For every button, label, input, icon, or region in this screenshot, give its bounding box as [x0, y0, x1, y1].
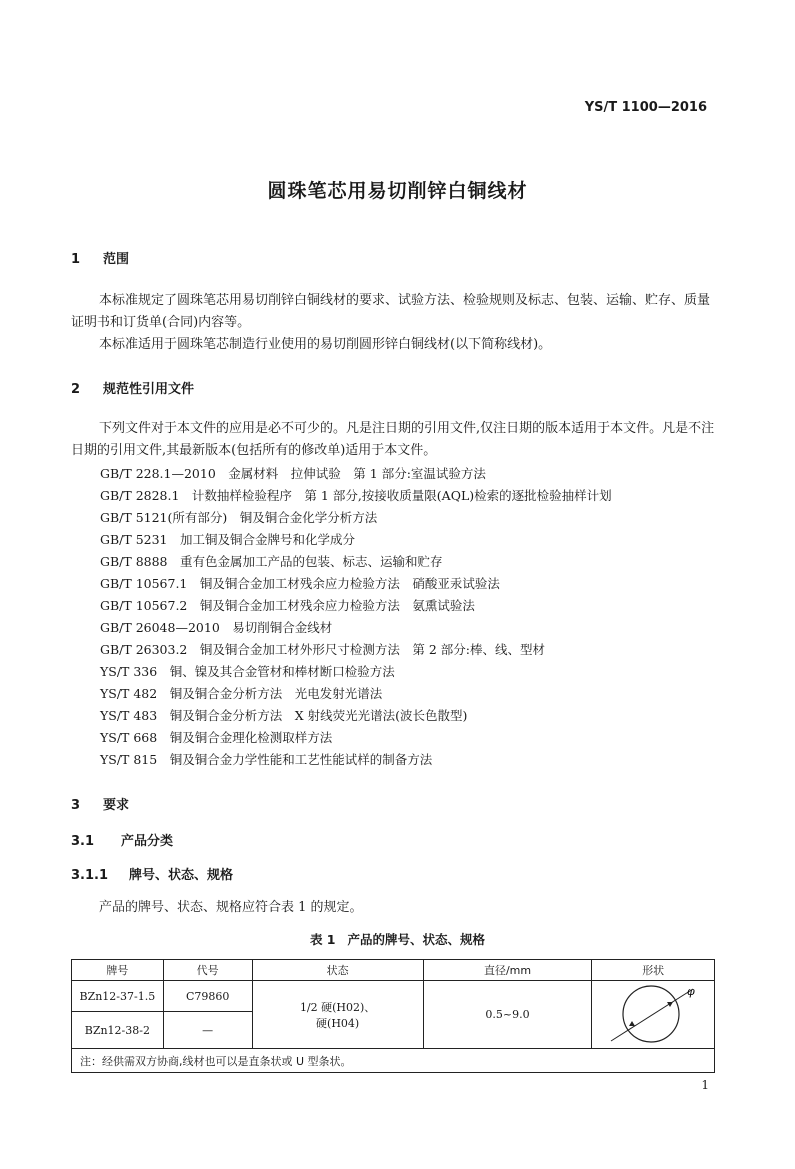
section-title: 范围: [103, 252, 130, 267]
section-number: 1: [71, 252, 81, 267]
reference-item: GB/T 5121(所有部分) 铜及铜合金化学分析方法: [100, 510, 378, 525]
table-note-row: [72, 1049, 715, 1073]
table-caption-text: 产品的牌号、状态、规格: [347, 932, 486, 947]
reference-item: YS/T 336 铜、镍及其合金管材和棒材断口检验方法: [100, 664, 395, 679]
header-shape: 形状: [592, 960, 715, 981]
header-code: 代号: [163, 960, 252, 981]
temper-line: 1/2 硬(H02)、: [299, 1000, 376, 1014]
header-diameter: 直径/mm: [423, 960, 592, 981]
section-3-heading: [71, 794, 129, 813]
table-reference-paragraph: 产品的牌号、状态、规格应符合表 1 的规定。: [99, 900, 363, 915]
cell-code: —: [163, 1012, 252, 1049]
product-spec-table: [71, 959, 715, 1073]
document-title: 圆珠笔芯用易切削锌白铜线材: [267, 180, 528, 202]
temper-line: 硬(H04): [316, 1016, 360, 1030]
table-caption: [0, 930, 795, 948]
cell-temper: [252, 981, 423, 1049]
reference-item: GB/T 228.1—2010 金属材料 拉伸试验 第 1 部分:室温试验方法: [100, 466, 486, 481]
standard-code: YS/T 1100—2016: [584, 100, 707, 115]
section-number: 3: [71, 798, 81, 813]
scope-paragraph-2: 本标准适用于圆珠笔芯制造行业使用的易切削圆形锌白铜线材(以下简称线材)。: [99, 337, 552, 352]
round-wire-diagram: [603, 981, 703, 1045]
section-number: 3.1.1: [71, 868, 109, 883]
reference-item: GB/T 10567.1 铜及铜合金加工材残余应力检验方法 硝酸亚汞试验法: [100, 576, 500, 591]
cell-grade: BZn12-37-1.5: [72, 981, 164, 1012]
reference-item: YS/T 483 铜及铜合金分析方法 X 射线荧光光谱法(波长色散型): [100, 708, 468, 723]
table-row: [72, 981, 715, 1012]
section-number: 3.1: [71, 834, 95, 849]
section-title: 牌号、状态、规格: [129, 868, 234, 883]
cell-shape: [592, 981, 715, 1049]
section-number: 2: [71, 382, 81, 397]
section-title: 规范性引用文件: [103, 382, 195, 397]
section-title: 产品分类: [121, 834, 174, 849]
references-intro: 下列文件对于本文件的应用是必不可少的。凡是注日期的引用文件,仅注日期的版本适用于本文件。凡是不注日期的引用文件,其最新版本(包括所有的修改单)适用于本文件。: [71, 421, 715, 458]
reference-item: GB/T 5231 加工铜及铜合金牌号和化学成分: [100, 532, 356, 547]
reference-item: GB/T 2828.1 计数抽样检验程序 第 1 部分,按接收质量限(AQL)检索的逐批检验抽样计划: [100, 488, 612, 503]
diameter-symbol: φ: [687, 985, 695, 998]
reference-item: GB/T 10567.2 铜及铜合金加工材残余应力检验方法 氨熏试验法: [100, 598, 475, 613]
section-3-1-1-heading: [71, 864, 233, 883]
section-3-1-heading: [71, 830, 173, 849]
cell-diameter: 0.5~9.0: [423, 981, 592, 1049]
table-header-row: [72, 960, 715, 981]
table-number: 表 1: [309, 932, 336, 947]
reference-item: GB/T 26048—2010 易切削铜合金线材: [100, 620, 333, 635]
section-2-heading: [71, 378, 194, 397]
cell-grade: BZn12-38-2: [72, 1012, 164, 1049]
reference-item: GB/T 8888 重有色金属加工产品的包装、标志、运输和贮存: [100, 554, 443, 569]
reference-item: YS/T 482 铜及铜合金分析方法 光电发射光谱法: [100, 686, 383, 701]
page-number: 1: [701, 1078, 709, 1092]
section-title: 要求: [103, 798, 130, 813]
header-temper: 状态: [252, 960, 423, 981]
table-note: 注：经供需双方协商,线材也可以是直条状或 U 型条状。: [72, 1049, 715, 1073]
section-1-heading: [71, 248, 129, 267]
header-grade: 牌号: [72, 960, 164, 981]
cell-code: C79860: [163, 981, 252, 1012]
reference-item: YS/T 668 铜及铜合金理化检测取样方法: [100, 730, 333, 745]
reference-item: GB/T 26303.2 铜及铜合金加工材外形尺寸检测方法 第 2 部分:棒、线、型材: [100, 642, 545, 657]
reference-item: YS/T 815 铜及铜合金力学性能和工艺性能试样的制备方法: [100, 752, 433, 767]
scope-paragraph-1: 本标准规定了圆珠笔芯用易切削锌白铜线材的要求、试验方法、检验规则及标志、包装、运输、贮存、质量证明书和订货单(合同)内容等。: [71, 293, 711, 330]
